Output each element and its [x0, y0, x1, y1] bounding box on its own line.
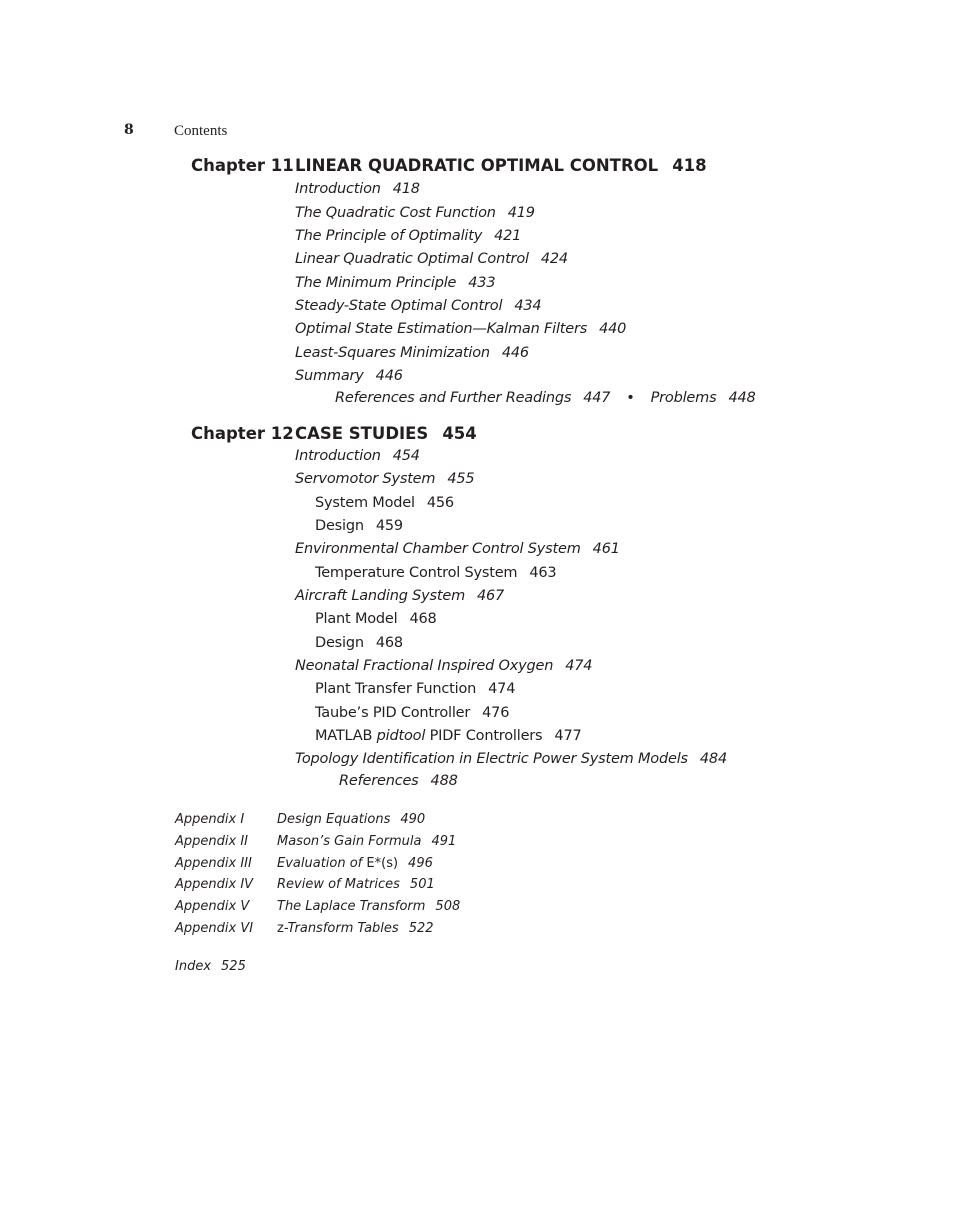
toc-subentry[interactable] [315, 705, 509, 721]
appendix-label: Appendix IV [175, 877, 254, 892]
entry-title: Design [315, 635, 364, 651]
appendix-page: 501 [409, 877, 435, 892]
entry-page: 474 [565, 658, 593, 674]
entry-title: Plant Model [315, 611, 398, 627]
references-page: 488 [430, 773, 458, 789]
toc-subentry[interactable] [315, 635, 403, 651]
entry-page: 419 [507, 205, 535, 221]
references-line [339, 773, 458, 789]
entry-page: 477 [554, 728, 582, 744]
toc-subentry[interactable] [315, 565, 556, 581]
entry-title: The Minimum Principle [295, 275, 457, 291]
entry-title: Linear Quadratic Optimal Control [295, 251, 529, 267]
entry-page: 440 [599, 321, 627, 337]
entry-page: 446 [501, 345, 529, 361]
appendix-title: Design Equations [277, 812, 391, 827]
entry-title: Environmental Chamber Control System [295, 541, 581, 557]
appendix-label: Appendix III [175, 856, 252, 871]
entry-page: 459 [375, 518, 403, 534]
entry-title: Temperature Control System [315, 565, 518, 581]
chapter-title-text: CASE STUDIES [295, 424, 429, 443]
entry-title: The Principle of Optimality [295, 228, 483, 244]
appendix-entry[interactable] [277, 921, 434, 936]
chapter-11-title[interactable] [295, 156, 707, 175]
appendix-title-suffix: -Transform Tables [283, 921, 399, 936]
index-label: Index [175, 959, 212, 974]
chapter-11-label: Chapter 11 [191, 156, 294, 175]
toc-entry[interactable] [295, 658, 592, 674]
appendix-page: 491 [431, 834, 457, 849]
toc-entry[interactable] [295, 205, 535, 221]
toc-subentry[interactable] [315, 728, 582, 744]
toc-entry[interactable] [295, 368, 403, 384]
appendix-label: Appendix I [175, 812, 245, 827]
entry-title: Neonatal Fractional Inspired Oxygen [295, 658, 554, 674]
problems-link[interactable]: Problems [650, 390, 717, 406]
entry-page: 467 [477, 588, 505, 604]
appendix-title-upright: z [277, 921, 284, 936]
toc-entry[interactable] [295, 321, 626, 337]
problems-page: 448 [728, 390, 756, 406]
references-link[interactable]: References [339, 773, 419, 789]
entry-page: 468 [375, 635, 403, 651]
appendix-title-upright: E*(s) [366, 856, 399, 871]
entry-title: The Quadratic Cost Function [295, 205, 496, 221]
toc-subentry[interactable] [315, 495, 454, 511]
entry-page: 468 [409, 611, 437, 627]
toc-entry[interactable] [295, 228, 521, 244]
toc-entry[interactable] [295, 251, 568, 267]
references-line [335, 390, 756, 406]
entry-title: Topology Identification in Electric Power System Models [295, 751, 688, 767]
index-entry[interactable] [175, 959, 246, 974]
chapter-12-label: Chapter 12 [191, 424, 294, 443]
entry-title: Introduction [295, 181, 381, 197]
entry-page: 476 [482, 705, 510, 721]
references-page: 447 [583, 390, 611, 406]
toc-entry[interactable] [295, 471, 474, 487]
entry-title: Design [315, 518, 364, 534]
entry-title-italic: pidtool [376, 728, 426, 744]
chapter-title-text: LINEAR QUADRATIC OPTIMAL CONTROL [295, 156, 659, 175]
toc-entry[interactable] [295, 541, 620, 557]
appendix-title: The Laplace Transform [277, 899, 426, 914]
entry-page: 421 [494, 228, 522, 244]
appendix-page: 522 [408, 921, 434, 936]
entry-title: Aircraft Landing System [295, 588, 465, 604]
appendix-title: Mason’s Gain Formula [277, 834, 422, 849]
entry-page: 455 [447, 471, 475, 487]
entry-title: Summary [295, 368, 364, 384]
entry-title: System Model [315, 495, 415, 511]
page-number: 8 [124, 122, 134, 138]
appendix-page: 496 [408, 856, 433, 871]
entry-title: Servomotor System [295, 471, 436, 487]
toc-entry[interactable] [295, 181, 420, 197]
entry-title-prefix: MATLAB [315, 728, 373, 744]
appendix-title-prefix: Evaluation of [277, 856, 363, 871]
toc-entry[interactable] [295, 275, 495, 291]
appendix-label: Appendix II [175, 834, 248, 849]
entry-title: Optimal State Estimation—Kalman Filters [295, 321, 588, 337]
toc-entry[interactable] [295, 751, 727, 767]
entry-title: Steady-State Optimal Control [295, 298, 503, 314]
entry-page: 446 [375, 368, 403, 384]
references-link[interactable]: References and Further Readings [335, 390, 572, 406]
appendix-label: Appendix V [175, 899, 250, 914]
entry-page: 461 [592, 541, 620, 557]
toc-subentry[interactable] [315, 518, 403, 534]
entry-title: Least-Squares Minimization [295, 345, 490, 361]
chapter-page: 454 [442, 424, 477, 443]
entry-page: 434 [514, 298, 542, 314]
running-head: Contents [174, 123, 228, 139]
toc-entry[interactable] [295, 448, 420, 464]
entry-page: 463 [529, 565, 557, 581]
appendix-label: Appendix VI [175, 921, 254, 936]
entry-page: 474 [488, 681, 516, 697]
index-page: 525 [221, 959, 246, 974]
toc-entry[interactable] [295, 298, 541, 314]
bullet-separator: • [626, 390, 635, 406]
entry-title: Taube’s PID Controller [315, 705, 471, 721]
toc-subentry[interactable] [315, 611, 437, 627]
appendix-entry[interactable] [277, 856, 433, 871]
appendix-entry[interactable] [277, 877, 435, 892]
entry-page: 454 [392, 448, 420, 464]
chapter-12-title[interactable] [295, 424, 477, 443]
entry-title: Plant Transfer Function [315, 681, 477, 697]
entry-title-suffix: PIDF Controllers [429, 728, 543, 744]
entry-page: 484 [699, 751, 727, 767]
entry-page: 418 [392, 181, 420, 197]
entry-page: 424 [540, 251, 568, 267]
appendix-title: Review of Matrices [277, 877, 400, 892]
toc-entry[interactable] [295, 588, 504, 604]
appendix-entry[interactable] [277, 834, 456, 849]
toc-subentry[interactable] [315, 681, 515, 697]
entry-title: Introduction [295, 448, 381, 464]
entry-page: 456 [426, 495, 454, 511]
appendix-entry[interactable] [277, 812, 425, 827]
toc-entry[interactable] [295, 345, 529, 361]
appendix-page: 508 [435, 899, 461, 914]
chapter-page: 418 [672, 156, 707, 175]
entry-page: 433 [468, 275, 496, 291]
appendix-page: 490 [400, 812, 426, 827]
appendix-entry[interactable] [277, 899, 460, 914]
